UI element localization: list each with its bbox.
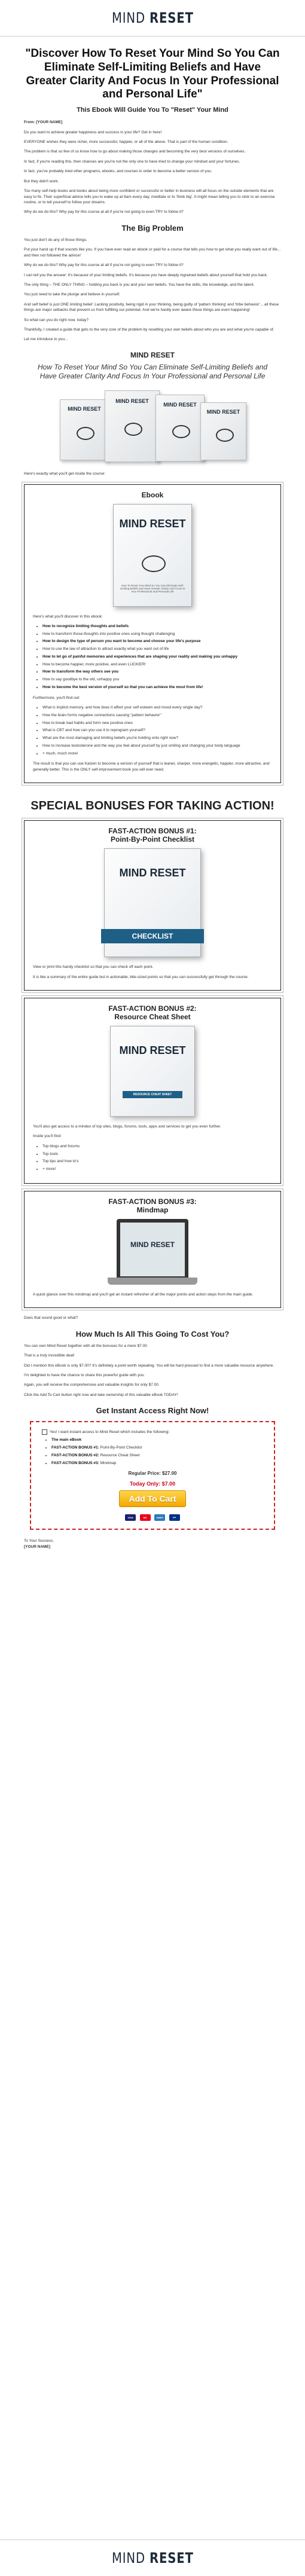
list-item: • How to transform those thoughts into positive ones using thought challenging — [42, 631, 272, 637]
big-problem-paragraph: Let me introduce to you... — [24, 337, 68, 342]
order-agree: Yes! I want instant access to Mind Reset which includes the following: — [42, 1429, 263, 1435]
big-problem-paragraph: Why do we do this? Why pay for this course at all if you're not going to even TRY to follow it? — [24, 263, 184, 268]
pricing-question: Does that sound good or what? — [24, 1316, 78, 1321]
pricing-paragraph: You can own Mind Reset together with all the bonuses for a mere $7.00. — [24, 1343, 148, 1348]
intro-paragraph: EVERYONE wishes they were richer, more successful, happier, or all of the above. That is part of the human condition. — [24, 140, 228, 145]
product-box — [200, 402, 246, 460]
brain-icon — [77, 427, 94, 440]
list-item: • Top tips and how to's — [42, 1159, 272, 1165]
list-item: • + much, much more! — [42, 751, 272, 757]
ebook-furthermore: Furthermore, you'll find out: — [33, 695, 80, 700]
checklist-cover — [104, 848, 201, 957]
intro-paragraph: Too many self-help books and books about being more confident or successful or better in business will all focus on the outside elements that are easy to fix. Their superficial advice tells you to wake up at 6am every day, meditate or to 'think big'. It might mean telling you to stick to an exercise routine, or to tell yourself to follow your dreams. — [24, 189, 275, 204]
bonus-list — [33, 1144, 272, 1172]
order-item: • FAST-ACTION BONUS #2: Resource Cheat Sheet — [51, 1453, 263, 1459]
list-item: • How to become the best version of yourself so that you can achieve the most from life! — [42, 685, 272, 690]
mastercard-icon: MC — [140, 1514, 151, 1521]
list-item: • How to let go of painful memories and experiences that are shaping your reality and making you unhappy — [42, 654, 272, 660]
list-item: • Top tools — [42, 1151, 272, 1157]
product-title: MIND RESET — [130, 350, 175, 359]
bonus-title: FAST-ACTION BONUS #2: Resource Cheat Sheet — [108, 1004, 197, 1022]
order-item: • FAST-ACTION BONUS #1: Point-By-Point Checklist — [51, 1445, 263, 1451]
agree-checkbox[interactable] — [42, 1429, 47, 1435]
order-title: Get Instant Access Right Now! — [96, 1406, 209, 1416]
ebook-card — [24, 484, 281, 784]
product-box — [155, 395, 205, 462]
big-problem-paragraph: Thankfully, I created a guide that gets to the very core of the problem by resetting your own beliefs about who you are and what you're capable of. — [24, 328, 274, 332]
pricing-paragraph: Click the Add To Cart button right now and take ownership of this valuable eBook TODAY! — [24, 1392, 178, 1397]
headline: "Discover How To Reset Your Mind So You Can Eliminate Self-Limiting Beliefs and Have Greater Clarity And Focus In Your Professional and Personal Life" — [25, 47, 280, 101]
bonuses-heading: SPECIAL BONUSES FOR TAKING ACTION! — [30, 799, 274, 813]
ebook-bullets — [33, 624, 272, 690]
subheadline: This Ebook Will Guide You To "Reset" Your Mind — [77, 106, 228, 114]
logo-text-1: MIND — [111, 2550, 150, 2566]
signoff: To Your Success, [YOUR NAME] — [24, 1539, 54, 1549]
footer — [0, 2540, 305, 2576]
big-problem-paragraph: You just need to take the plunge and believe in yourself. — [24, 292, 120, 297]
pricing-paragraph: That is a truly incredible deal! — [24, 1353, 75, 1358]
cover-title: MIND RESET — [119, 517, 186, 530]
product-box — [60, 399, 109, 460]
order-items — [42, 1437, 263, 1466]
main-content — [24, 47, 281, 1550]
today-price: Today Only: $7.00 — [129, 1481, 176, 1487]
inside-text: Here's exactly what you'll get inside the course: — [24, 472, 106, 476]
list-item: • How to break bad habits and form new positive ones — [42, 720, 272, 726]
product-subtitle: How To Reset Your Mind So You Can Eliminate Self-Limiting Beliefs and Have Greater Clarity And Focus In Your Professional and Personal Life — [38, 362, 267, 381]
order-box — [30, 1421, 275, 1530]
regular-price: Regular Price: $27.00 — [128, 1471, 177, 1477]
intro-paragraph: But they didn't work. — [24, 179, 59, 184]
product-box — [105, 390, 160, 462]
logo-text-2: RESET — [149, 10, 194, 26]
list-item: • How to become happier, more positive, and even LUCKIER! — [42, 662, 272, 668]
order-item: • FAST-ACTION BONUS #3: Mindmap — [51, 1460, 263, 1466]
list-item: • How to transform the way others see you — [42, 669, 272, 675]
big-problem-title: The Big Problem — [121, 223, 184, 233]
list-item: • How to say goodbye to the old, unhappy you — [42, 677, 272, 683]
intro-paragraph: Do you want to achieve greater happiness and success in your life? Get in here! — [24, 130, 162, 135]
big-problem-paragraph: I can tell you the answer: it's because of your limiting beliefs. It's because you have deeply ingrained beliefs about yourself that hold you back. — [24, 273, 268, 277]
bonus-text: View or print this handy checklist so that you can check off each point. — [33, 965, 154, 970]
pricing-paragraph: Again, you will receive the comprehensive and valuable insights for only $7.00. — [24, 1383, 160, 1388]
intro-from: From: [YOUR NAME] — [24, 120, 63, 125]
intro-paragraph: In fact, you've probably tried other programs, ebooks, and courses in order to become a better version of you. — [24, 169, 212, 174]
list-item: • What is implicit memory, and how does it affect your self esteem and mood every single day? — [42, 705, 272, 711]
bonus-card-2 — [24, 998, 281, 1184]
ebook-lead: Here's what you'll discover in this ebook: — [33, 614, 103, 619]
intro-paragraph: The problem is that so few of us know how to go about making those changes and becoming the very best versions of ourselves. — [24, 149, 246, 154]
amex-card-icon: AMEX — [154, 1514, 165, 1521]
box-label: MIND RESET — [68, 406, 101, 412]
resource-cover — [110, 1026, 195, 1117]
payment-cards — [42, 1511, 263, 1521]
visa-card-icon: VISA — [125, 1514, 136, 1521]
cover-title: MIND RESET — [130, 1240, 175, 1249]
box-label: MIND RESET — [206, 408, 240, 415]
intro-paragraph: In fact, if you're reading this, then chances are you're not the only one to have tried to change your mindset and your fortunes. — [24, 159, 240, 164]
list-item: • How to increase testosterone and the way you feel about yourself by just smiling and changing your body language — [42, 743, 272, 749]
cover-ribbon: RESOURCE CHEAT SHEET — [123, 1091, 182, 1098]
list-item: • How to recognize limiting thoughts and beliefs — [42, 624, 272, 630]
order-item: • The main eBook — [51, 1437, 263, 1443]
ebook-heading: Ebook — [141, 490, 164, 499]
header — [0, 0, 305, 36]
ebook-bullets-2 — [33, 705, 272, 756]
paypal-icon: PP — [169, 1514, 180, 1521]
product-bundle-image — [54, 387, 251, 465]
footer-logo — [112, 2550, 194, 2566]
pricing-title: How Much Is All This Going To Cost You? — [75, 1329, 230, 1339]
cover-subtitle: How To Reset Your Mind So You Can Eliminate Self-Limiting Beliefs and Have Greater Clarity And Focus In Your Professional and Personal Life — [120, 583, 185, 593]
cover-ribbon: CHECKLIST — [101, 929, 204, 943]
bonus-text: It is like a summary of the entire guide but in actionable, bite-sized points so that you can successfully get through the course. — [33, 974, 249, 979]
laptop-base — [108, 1278, 197, 1285]
logo — [112, 10, 194, 26]
big-problem-paragraph: The only thing – THE ONLY THING – holding you back is you and your own beliefs. You have the skills, the knowledge, and the talent. — [24, 282, 255, 287]
intro-paragraph: Why do we do this? Why pay for this course at all if you're not going to even TRY to follow it? — [24, 210, 184, 215]
brain-icon — [172, 425, 190, 438]
big-problem-paragraph: And self belief is just ONE limiting belief. Lacking positivity, being rigid in your thinking, being guilty of 'pattern thinking' and 'tribe behavior'... all these things are major setbacks that prevent us from fulfilling our potential. And we're hardly ever aware these things are even happening! — [24, 302, 279, 313]
bonus-card-1 — [24, 820, 281, 991]
cover-title: MIND RESET — [119, 1044, 186, 1057]
big-problem-paragraph: Put your hand up if that sounds like you. If you have ever read an ebook or paid for a course that tells you how to get what you really want out of life... and then not followed the advice! — [24, 247, 281, 258]
box-label: MIND RESET — [163, 402, 197, 408]
ebook-cover — [113, 504, 192, 607]
list-item: • + more! — [42, 1166, 272, 1172]
pricing-paragraph: I'm delighted to have the chance to share this powerful guide with you. — [24, 1373, 145, 1377]
pricing-paragraph: Did I mention this eBook is only $7.00? It's definitely a point worth repeating. You will be hard pressed to find a more valuable resource anywhere. — [24, 1363, 274, 1368]
logo-text-2: RESET — [149, 2550, 194, 2566]
mindmap-image — [108, 1219, 197, 1285]
list-item: • What is CBT and how can you use it to reprogram yourself? — [42, 728, 272, 734]
big-problem-paragraph: So what can you do right now, today? — [24, 317, 89, 322]
list-item: • How to design the type of person you want to become and choose your life's purpose — [42, 638, 272, 644]
brain-icon — [216, 429, 234, 442]
bonus-text: You'll also get access to a mindex of top sites, blogs, forums, tools, apps and services to get you even further. — [33, 1124, 221, 1129]
brain-icon — [142, 555, 166, 572]
list-item: • How to use the law of attraction to attract exactly what you want out of life — [42, 646, 272, 652]
brain-icon — [124, 423, 142, 436]
bonus-text: A quick glance over this mindmap and you'll get an instant refresher of all the major points and action steps from the main guide. — [33, 1292, 254, 1297]
laptop-screen — [117, 1219, 188, 1280]
bonus-title: FAST-ACTION BONUS #1: Point-By-Point Checklist — [108, 827, 197, 844]
list-item: • Top blogs and forums — [42, 1144, 272, 1150]
bonus-card-3 — [24, 1191, 281, 1308]
bonus-title: FAST-ACTION BONUS #3: Mindmap — [108, 1197, 197, 1214]
bonus-text: Inside you'll find: — [33, 1134, 62, 1139]
cover-title: MIND RESET — [119, 867, 186, 879]
logo-text-1: MIND — [111, 10, 150, 26]
box-label: MIND RESET — [115, 398, 149, 404]
list-item: • How the brain forms negative connections causing "pattern behavior" — [42, 713, 272, 719]
big-problem-paragraph: You just don't do any of those things. — [24, 237, 87, 242]
add-to-cart-button[interactable]: Add To Cart — [119, 1490, 186, 1507]
list-item: • What are the most damaging and limiting beliefs you're holding onto right now? — [42, 735, 272, 741]
ebook-closing: The result is that you can use Kaizen to become a version of yourself that is leaner, sharper, more energetic, happier, more attractive, and generally better. This is the ONLY self-improvement book you will ever need. — [33, 762, 270, 772]
